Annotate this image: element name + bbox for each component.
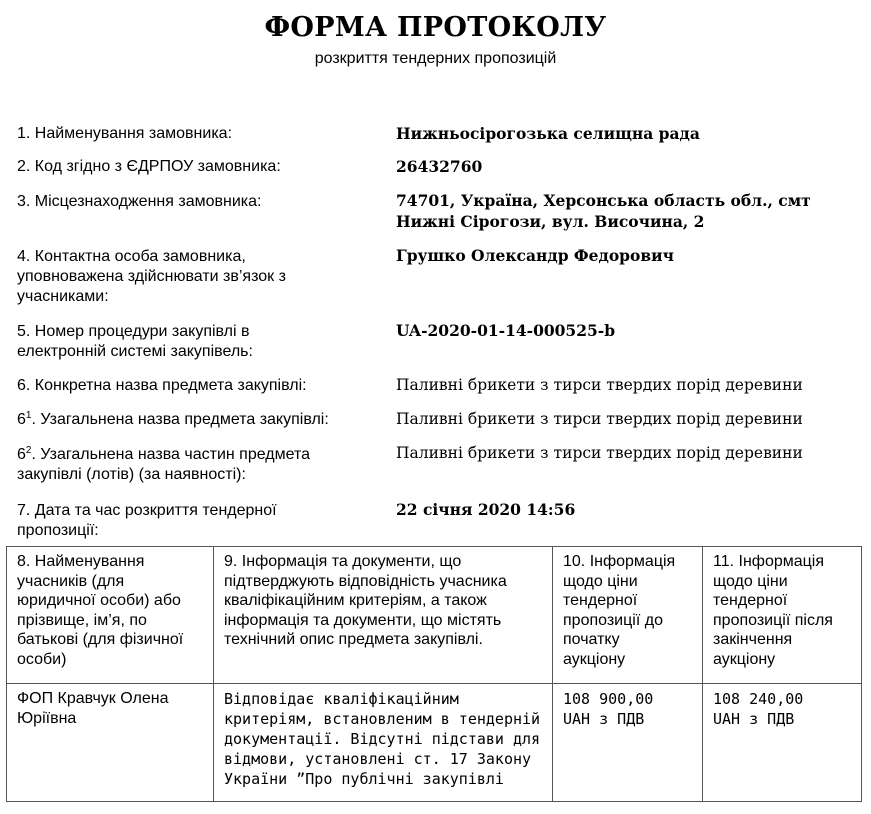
header-line: тендерної xyxy=(713,592,788,609)
field-6-2-superscript: 2 xyxy=(25,445,32,456)
field-5-label-line: електронній системі закупівель: xyxy=(17,343,253,360)
cell-price-after xyxy=(703,684,862,802)
field-4-value: Грушко Олександр Федорович xyxy=(396,246,674,265)
header-line: прізвище, ім’я, по xyxy=(17,611,147,629)
header-line: юридичної особи) або xyxy=(17,592,181,609)
field-6-1-superscript: 1 xyxy=(25,410,32,421)
field-4-label xyxy=(17,247,387,307)
header-line: інформація та документи, що містять xyxy=(224,611,502,629)
cell-line: України ”Про публічні закупівлі xyxy=(224,770,504,788)
cell-price-before xyxy=(553,684,703,802)
header-line: технічний опис предмета закупівлі. xyxy=(224,631,483,648)
header-line: щодо ціни xyxy=(713,572,788,590)
cell-line: 108 900,00 xyxy=(563,690,654,708)
field-3-label: 3. Місцезнаходження замовника: xyxy=(17,193,262,210)
header-line: початку xyxy=(563,631,620,648)
field-1-value: Нижньосірогозька селищна рада xyxy=(396,124,700,143)
header-line: щодо ціни xyxy=(563,572,638,590)
field-4-label-line: 4. Контактна особа замовника, xyxy=(17,248,246,265)
field-3-value xyxy=(396,190,856,232)
header-line: аукціону xyxy=(563,650,626,668)
cell-line: UAH з ПДВ xyxy=(713,710,795,728)
table-row xyxy=(7,684,862,802)
header-line: закінчення xyxy=(713,631,793,648)
field-3-value-line: Нижні Сірогози, вул. Височина, 2 xyxy=(396,212,705,231)
header-line: 8. Найменування xyxy=(17,553,145,570)
header-line: 11. Інформація xyxy=(713,553,825,570)
field-2-label: 2. Код згідно з ЄДРПОУ замовника: xyxy=(17,158,281,175)
field-6-2-label-line: закупівлі (лотів) (за наявності): xyxy=(17,466,246,483)
document-subtitle: розкриття тендерних пропозицій xyxy=(314,50,557,67)
document-title: ФОРМА ПРОТОКОЛУ xyxy=(264,12,607,43)
field-4-label-line: учасниками: xyxy=(17,288,109,305)
header-line: особи) xyxy=(17,650,67,668)
field-6-2-label xyxy=(17,445,387,485)
header-line: тендерної xyxy=(563,592,638,609)
field-3-value-line: 74701, Україна, Херсонська область обл., смт xyxy=(396,191,811,210)
field-5-label-line: 5. Номер процедури закупівлі в xyxy=(17,323,250,340)
field-7-label xyxy=(17,501,387,541)
table-header-row xyxy=(7,547,862,684)
field-1-label: 1. Найменування замовника: xyxy=(17,125,233,142)
field-5-value: UA-2020-01-14-000525-b xyxy=(396,321,616,340)
header-participants xyxy=(7,547,214,684)
header-line: 9. Інформація та документи, що xyxy=(224,553,462,570)
header-line: батькові (для фізичної xyxy=(17,631,184,648)
cell-line: 108 240,00 xyxy=(713,690,804,708)
cell-qualification-info xyxy=(214,684,553,802)
header-line: 10. Інформація xyxy=(563,553,676,570)
field-4-label-line: уповноважена здійснювати зв’язок з xyxy=(17,268,286,285)
field-6-label: 6. Конкретна назва предмета закупівлі: xyxy=(17,377,307,394)
header-line: аукціону xyxy=(713,650,776,668)
field-2-value: 26432760 xyxy=(396,157,483,176)
header-qualification-info xyxy=(214,547,553,684)
field-6-1-number: 6 xyxy=(17,411,26,428)
field-6-2-text: . Узагальнена назва частин предмета xyxy=(31,446,311,463)
header-line: пропозиції до xyxy=(563,611,663,629)
field-6-1-value: Паливні брикети з тирси твердих порід деревини xyxy=(396,410,803,428)
cell-line: критеріям, встановленим в тендерній xyxy=(224,710,541,728)
field-6-value: Паливні брикети з тирси твердих порід деревини xyxy=(396,376,803,394)
cell-participant-name xyxy=(7,684,214,802)
header-line: підтверджують відповідність учасника xyxy=(224,572,507,590)
cell-line: Відповідає кваліфікаційним xyxy=(224,690,459,708)
header-price-after-auction xyxy=(703,547,862,684)
field-7-label-line: 7. Дата та час розкриття тендерної xyxy=(17,502,277,519)
cell-line: документації. Відсутні підстави для xyxy=(224,730,541,748)
cell-line: UAH з ПДВ xyxy=(563,710,645,728)
cell-line: Юріївна xyxy=(17,709,77,727)
header-line: пропозиції після xyxy=(713,611,833,629)
field-6-2-value: Паливні брикети з тирси твердих порід деревини xyxy=(396,444,803,462)
field-7-label-line: пропозиції: xyxy=(17,522,99,539)
cell-line: відмови, установлені ст. 17 Закону xyxy=(224,750,532,768)
header-price-before-auction xyxy=(553,547,703,684)
field-6-1-label xyxy=(17,410,387,430)
field-5-label xyxy=(17,322,387,362)
cell-line: ФОП Кравчук Олена xyxy=(17,690,169,707)
field-7-value: 22 січня 2020 14:56 xyxy=(396,500,576,519)
field-6-1-text: . Узагальнена назва предмета закупівлі: xyxy=(31,411,329,428)
header-line: учасників (для xyxy=(17,572,125,590)
field-6-2-number: 6 xyxy=(17,446,26,463)
bids-table xyxy=(6,546,862,802)
header-line: кваліфікаційним критеріям, а також xyxy=(224,592,487,609)
